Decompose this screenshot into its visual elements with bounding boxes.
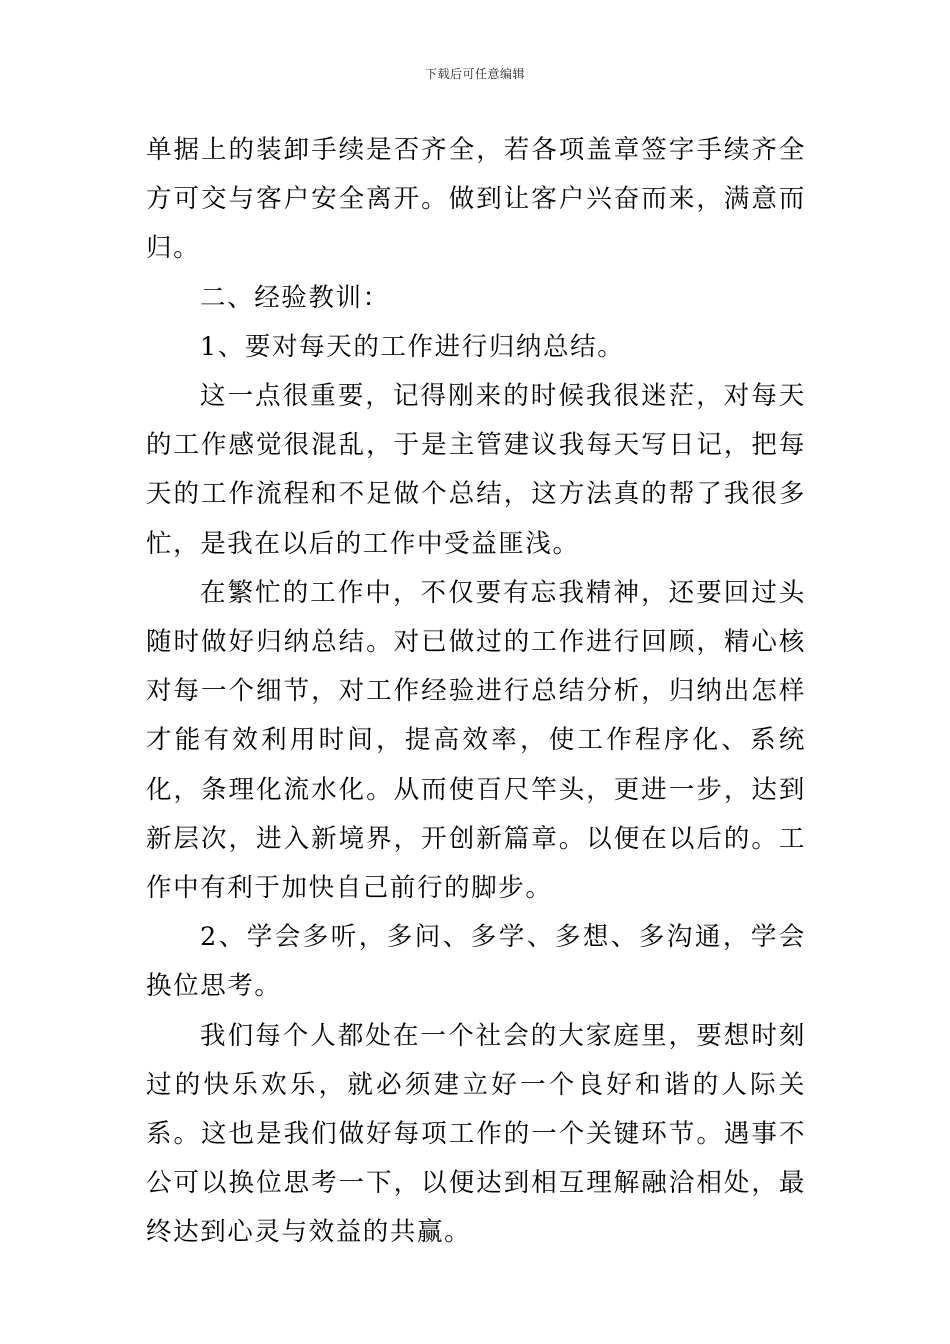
page-header: 下载后可任意编辑: [424, 67, 525, 81]
section-heading-lessons: 二、经验教训：: [200, 282, 390, 313]
paragraph-diary-advice: 这一点很重要，记得刚来的时候我很迷茫，对每天的工作感觉很混乱，于是主管建议我每天写日记，把每天的工作流程和不足做个总结，这方法真的帮了我很多忙，是我在以后的工作中受益匪浅。: [146, 381, 806, 559]
subheading-daily-summary: 1、要对每天的工作进行归纳总结。: [200, 331, 625, 362]
document-body: [146, 126, 806, 1258]
subheading-communication: 2、学会多听，多问、多学、多想、多沟通，学会换位思考。: [146, 922, 806, 1002]
paragraph-relationships: 我们每个人都处在一个社会的大家庭里，要想时刻过的快乐欢乐，就必须建立好一个良好和谐的人际关系。这也是我们做好每项工作的一个关键环节。遇事不公可以换位思考一下，以便达到相互理解融洽相处，最终达到心灵与效益的共赢。: [146, 1020, 806, 1248]
paragraph-review-work: 在繁忙的工作中，不仅要有忘我精神，还要回过头随时做好归纳总结。对已做过的工作进行回顾，精心核对每一个细节，对工作经验进行总结分析，归纳出怎样才能有效利用时间，提高效率，使工作程序化、系统化，条理化流水化。从而使百尺竿头，更进一步，达到新层次，进入新境界，开创新篇章。以便在以后的。工作中有利于加快自己前行的脚步。: [146, 577, 806, 904]
paragraph-loading-procedures: 单据上的装卸手续是否齐全，若各项盖章签字手续齐全方可交与客户安全离开。做到让客户兴奋而来，满意而归。: [146, 135, 806, 264]
